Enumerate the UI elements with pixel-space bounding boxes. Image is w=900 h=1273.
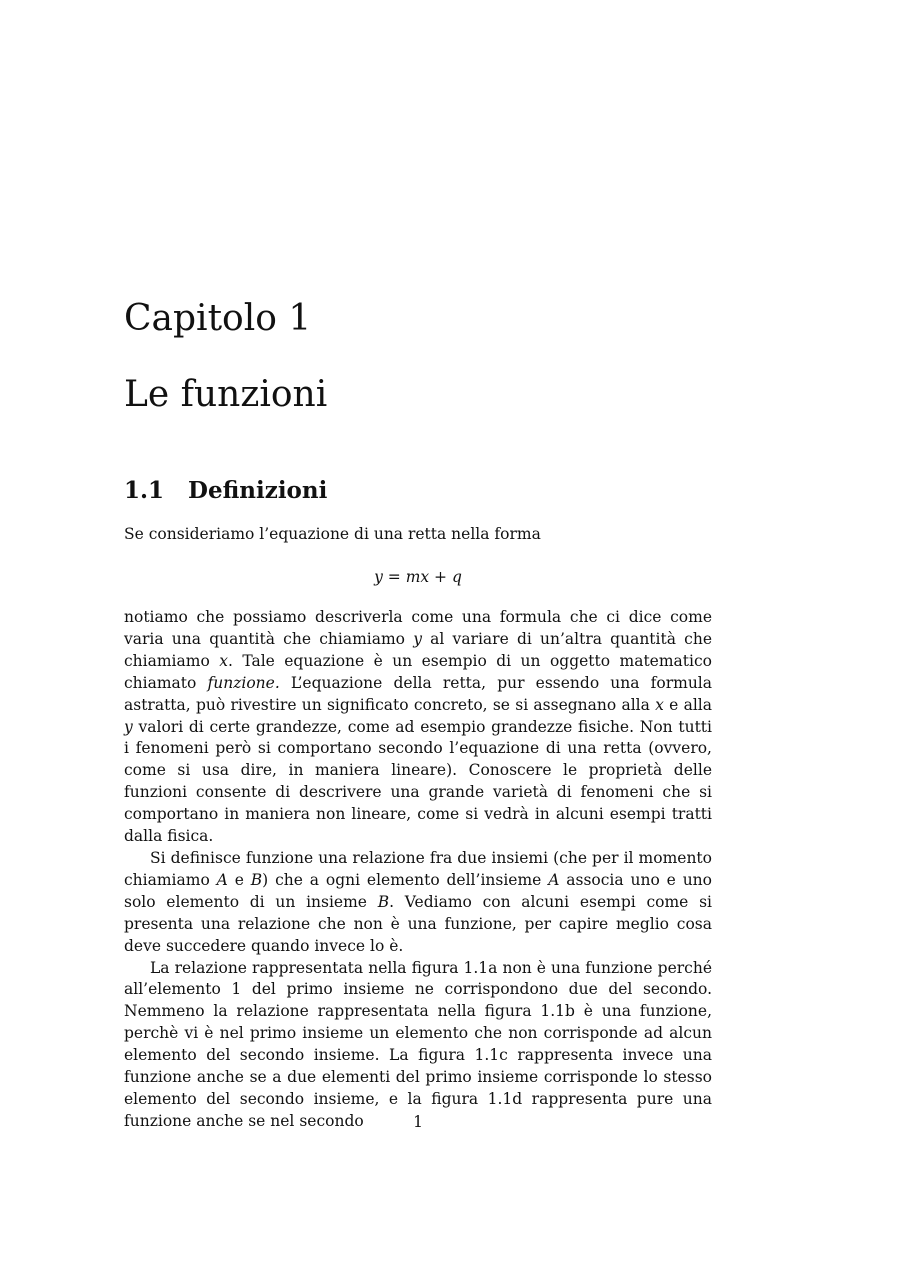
body-text: [124, 607, 712, 1133]
text-run: L’equazione della retta, pur essendo una formula astratta, può rivestire un significato concreto, se si assegnano alla: [124, 673, 713, 714]
page-number: 1: [413, 1113, 423, 1131]
text-run: notiamo che possiamo descriverla come una formula che ci dice come varia una quantità che chiamiamo: [124, 608, 712, 648]
math-variable: y: [124, 717, 133, 736]
text-run: e alla: [663, 695, 712, 714]
text-run: ) che a ogni elemento dell’insieme: [262, 870, 549, 889]
text-run: . Tale equazione è un esempio di un oggetto matematico chiamato: [124, 651, 712, 692]
chapter-title: Le funzioni: [124, 374, 328, 415]
paragraph-1: [124, 607, 712, 848]
paragraph-3: La relazione rappresentata nella figura 1.1a non è una funzione perché all’elemento 1 del primo insieme ne corrispondono due del secondo. Nemmeno la relazione rappresentata nella figura 1.1b è una funzione, perchè vi è nel primo insieme un elemento che non corrisponde ad alcun elemento del secondo insieme. La figura 1.1c rappresenta invece una funzione anche se a due elementi del primo insieme corrisponde lo stesso elemento del secondo insieme, e la figura 1.1d rappresenta pure una funzione anche se nel secondo: [124, 958, 712, 1130]
text-run: al variare di un’altra quantità che chiamiamo: [124, 629, 712, 670]
equation-text: y = mx + q: [374, 568, 462, 586]
section-heading: [124, 476, 327, 506]
math-variable: A: [216, 870, 228, 889]
text-run: Si definisce funzione una relazione fra due insiemi (che per il momento chiamiamo: [124, 848, 712, 889]
text-run: . Vediamo con alcuni esempi come si presenta una relazione che non è una funzione, per capire meglio cosa deve succedere quando invece lo è.: [124, 892, 712, 955]
section-title: Definizioni: [188, 477, 328, 504]
text-run: associa uno e uno solo elemento di un insieme: [124, 870, 712, 911]
math-variable: x: [655, 695, 664, 714]
chapter-label: Capitolo 1: [124, 298, 312, 339]
math-variable: A: [548, 870, 560, 889]
text-run: e: [227, 870, 251, 889]
display-equation: [124, 566, 712, 588]
intro-paragraph: Se consideriamo l’equazione di una retta nella forma: [124, 525, 541, 543]
section-number: 1.1: [124, 477, 165, 504]
math-variable: B: [377, 892, 390, 911]
math-variable: B: [250, 870, 263, 889]
text-run: valori di certe grandezze, come ad esempio grandezze fisiche. Non tutti i fenomeni però si comportano secondo l’equazione di una retta (ovvero, come si usa dire, in maniera lineare). Conoscere le proprietà delle funzioni consente di descrivere una grande varietà di fenomeni che si comportano in maniera non lineare, come si vedrà in alcuni esempi tratti dalla fisica.: [124, 717, 712, 846]
emphasized-term: funzione.: [207, 673, 280, 692]
math-variable: y: [413, 629, 422, 648]
paragraph-2: [124, 848, 712, 958]
math-variable: x: [219, 651, 228, 670]
